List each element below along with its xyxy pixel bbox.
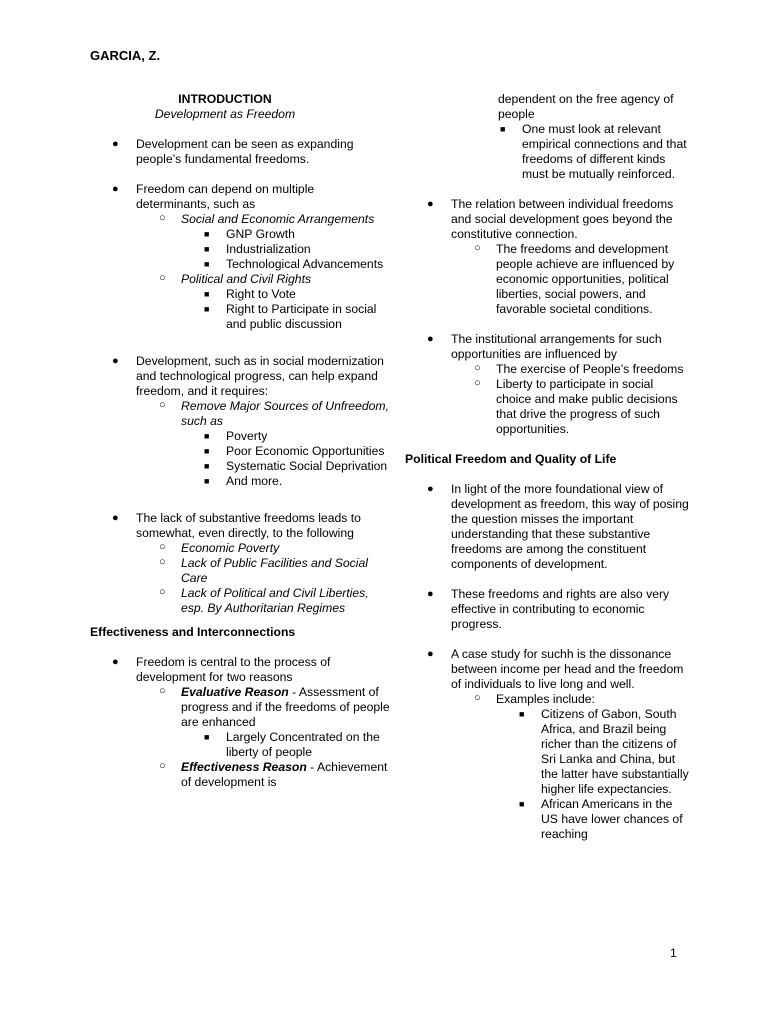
list-item: ■ Industrialization: [204, 242, 311, 256]
bullet-icon: ●: [112, 183, 119, 195]
square-bullet-icon: ■: [519, 709, 525, 719]
list-item: ■ Right to Participate in social and public discussion: [204, 302, 377, 331]
square-bullet-icon: ■: [204, 431, 210, 441]
square-bullet-icon: ■: [204, 229, 210, 239]
circle-bullet-icon: ○: [159, 760, 166, 772]
list-item: ● In light of the more foundational view of development as freedom, this way of posing the question misses the important understanding that these substantive freedoms are among the constituent components of development.: [427, 482, 689, 571]
left-column: [90, 92, 390, 790]
section-heading: Effectiveness and Interconnections: [90, 625, 296, 639]
square-bullet-icon: ■: [204, 732, 210, 742]
square-bullet-icon: ■: [204, 289, 210, 299]
square-bullet-icon: ■: [204, 476, 210, 486]
list-item: ● A case study for suchh is the dissonance between income per head and the freedom of individuals to live long and well. ○ Examples include: ■ Citizens of Gabon, South Africa, and Brazil being richer than the citizens of Sri Lanka and China, but the latter have substantially higher life expectancies. ■ African Americans in the US have lower chances of reaching: [427, 647, 689, 841]
list-item: ■ Poor Economic Opportunities: [204, 444, 385, 458]
list-item: ● These freedoms and rights are also very effective in contributing to economic progress.: [427, 587, 670, 631]
list-item: ■ GNP Growth: [204, 227, 295, 241]
circle-bullet-icon: ○: [159, 272, 166, 284]
list-item: ● Freedom can depend on multiple determinants, such as ○ Social and Economic Arrangements ■ GNP Growth ■ Industrialization ■ Technological Advancements ○ Political and Civil Rights ■ Right to Vote ■ Right to Participate in social and public discussion: [90, 182, 390, 332]
author-name: GARCIA, Z.: [90, 48, 161, 63]
bullet-list: [405, 197, 690, 437]
list-item: ○ Political and Civil Rights ■ Right to Vote ■ Right to Participate in social and public discussion: [159, 272, 390, 332]
square-bullet-icon: ■: [204, 259, 210, 269]
bullet-icon: ●: [112, 138, 119, 150]
circle-bullet-icon: ○: [474, 242, 481, 254]
list-item: ○ Lack of Political and Civil Liberties, esp. By Authoritarian Regimes: [159, 586, 369, 615]
list-item: ■ Right to Vote: [204, 287, 296, 301]
list-item: ■ And more.: [204, 474, 283, 488]
list-item: ○ The exercise of People’s freedoms: [474, 362, 684, 376]
list-item: ● Development can be seen as expanding people’s fundamental freedoms.: [112, 137, 354, 166]
circle-bullet-icon: ○: [474, 692, 481, 704]
bullet-icon: ●: [112, 512, 119, 524]
square-bullet-icon: ■: [519, 799, 525, 809]
square-bullet-icon: ■: [204, 446, 210, 456]
continued-text: dependent on the free agency of people ■ One must look at relevant empirical connections and that freedoms of different kinds must be mutually reinforced.: [405, 92, 690, 182]
list-item: ■ Poverty: [204, 429, 268, 443]
bullet-icon: ●: [427, 588, 434, 600]
bullet-icon: ●: [427, 483, 434, 495]
circle-bullet-icon: ○: [474, 377, 481, 389]
bullet-icon: ●: [112, 656, 119, 668]
bullet-icon: ●: [427, 198, 434, 210]
bullet-icon: ●: [112, 355, 119, 367]
list-item: ● The lack of substantive freedoms leads to somewhat, even directly, to the following ○ Economic Poverty ○ Lack of Public Facilities and Social Care ○ Lack of Political and Civil Liberties, esp. By Authoritarian Regimes: [90, 511, 390, 616]
bullet-list: [90, 655, 390, 790]
list-item: ■ One must look at relevant empirical connections and that freedoms of different kinds must be mutually reinforced.: [500, 122, 687, 181]
section-subtitle: Development as Freedom: [154, 107, 296, 121]
list-item: ■ Technological Advancements: [204, 257, 384, 271]
list-item: ○ Evaluative Reason - Assessment of progress and if the freedoms of people are enhanced ■ Largely Concentrated on the liberty of people: [159, 685, 390, 759]
square-bullet-icon: ■: [204, 304, 210, 314]
section-heading: Political Freedom and Quality of Life: [405, 452, 617, 466]
list-item: ○ Examples include: ■ Citizens of Gabon, South Africa, and Brazil being richer than the citizens of Sri Lanka and China, but the latter have substantially higher life expectancies. ■ African Americans in the US have lower chances of reaching: [474, 692, 689, 841]
bullet-list: [90, 137, 390, 616]
list-item: ○ Social and Economic Arrangements ■ GNP Growth ■ Industrialization ■ Technological Advancements: [159, 212, 390, 272]
circle-bullet-icon: ○: [474, 362, 481, 374]
section-title: INTRODUCTION: [178, 92, 272, 106]
bullet-list: [405, 482, 690, 842]
square-bullet-icon: ■: [500, 124, 506, 134]
list-item: ● Freedom is central to the process of development for two reasons ○ Evaluative Reason - Assessment of progress and if the freedoms of people are enhanced ■ Largely Concentrated on the liberty of people ○ Effectiveness Reason - Achievement of development is: [112, 655, 390, 789]
bullet-icon: ●: [427, 648, 434, 660]
list-item: ■ Citizens of Gabon, South Africa, and Brazil being richer than the citizens of Sri Lanka and China, but the latter have substantially higher life expectancies.: [519, 707, 689, 796]
list-item: ○ Lack of Public Facilities and Social Care: [159, 556, 368, 585]
list-item: ○ Liberty to participate in social choice and make public decisions that drive the progress of such opportunities.: [474, 377, 678, 436]
list-item: ○ Remove Major Sources of Unfreedom, such as ■ Poverty ■ Poor Economic Opportunities ■ Systematic Social Deprivation ■ And more.: [159, 399, 389, 488]
circle-bullet-icon: ○: [159, 212, 166, 224]
circle-bullet-icon: ○: [159, 541, 166, 553]
list-item: ○ Effectiveness Reason - Achievement of development is: [159, 760, 388, 789]
circle-bullet-icon: ○: [159, 399, 166, 411]
square-bullet-icon: ■: [204, 461, 210, 471]
list-item: ○ The freedoms and development people achieve are influenced by economic opportunities, political liberties, social powers, and favorable societal conditions.: [474, 242, 675, 316]
list-item: ○ Economic Poverty: [159, 541, 280, 555]
circle-bullet-icon: ○: [159, 685, 166, 697]
page-number: 1: [670, 946, 677, 960]
circle-bullet-icon: ○: [159, 556, 166, 568]
list-item: ■ African Americans in the US have lower chances of reaching: [519, 797, 683, 841]
list-item: ● The institutional arrangements for such opportunities are influenced by ○ The exercise of People’s freedoms ○ Liberty to participate in social choice and make public decisions that drive the progress of such opportunities.: [405, 332, 690, 437]
list-item: ● The relation between individual freedoms and social development goes beyond the constitutive connection. ○ The freedoms and development people achieve are influenced by economic opportunities, political liberties, social powers, and favorable societal conditions.: [405, 197, 690, 317]
list-item: ● Development, such as in social modernization and technological progress, can help expand freedom, and it requires: ○ Remove Major Sources of Unfreedom, such as ■ Poverty ■ Poor Economic Opportunities ■ Systematic Social Deprivation ■ And more.: [112, 354, 389, 488]
circle-bullet-icon: ○: [159, 586, 166, 598]
list-item: ■ Systematic Social Deprivation: [204, 459, 388, 473]
list-item: ■ Largely Concentrated on the liberty of people: [204, 730, 380, 759]
square-bullet-icon: ■: [204, 244, 210, 254]
right-column: [405, 92, 690, 842]
bullet-icon: ●: [427, 333, 434, 345]
